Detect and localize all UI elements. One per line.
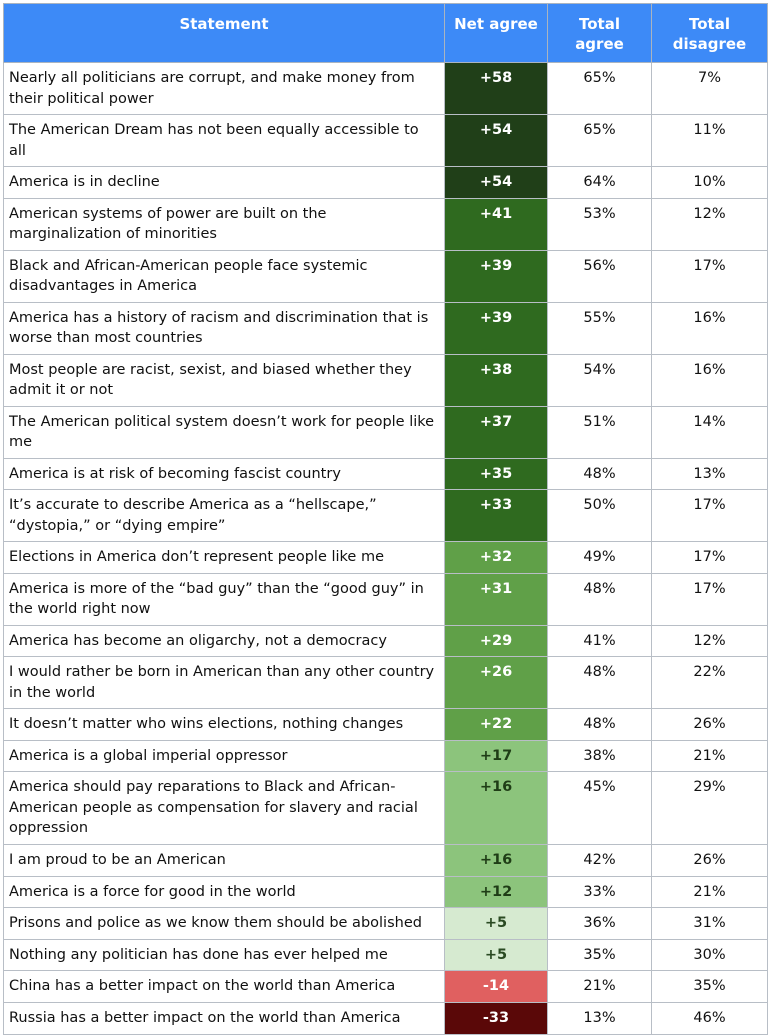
table-row <box>4 971 768 1003</box>
net-agree-cell: -14 <box>445 971 548 1003</box>
total-agree-cell: 56% <box>548 250 652 302</box>
total-disagree-cell: 17% <box>652 490 768 542</box>
statement-cell: It doesn’t matter who wins elections, nothing changes <box>4 709 445 741</box>
total-disagree-cell: 26% <box>652 845 768 877</box>
header-total-disagree: Total disagree <box>652 4 768 63</box>
net-agree-cell: +41 <box>445 198 548 250</box>
total-disagree-cell: 26% <box>652 709 768 741</box>
net-agree-cell: +5 <box>445 908 548 940</box>
net-agree-cell: +17 <box>445 740 548 772</box>
statement-cell: Black and African-American people face systemic disadvantages in America <box>4 250 445 302</box>
table-row <box>4 876 768 908</box>
net-agree-cell: +16 <box>445 845 548 877</box>
total-agree-cell: 45% <box>548 772 652 845</box>
net-agree-cell: +32 <box>445 542 548 574</box>
net-agree-cell: +37 <box>445 406 548 458</box>
total-agree-cell: 38% <box>548 740 652 772</box>
statement-cell: American systems of power are built on the marginalization of minorities <box>4 198 445 250</box>
total-disagree-cell: 31% <box>652 908 768 940</box>
header-net-agree: Net agree <box>445 4 548 63</box>
statement-cell: It’s accurate to describe America as a “hellscape,” “dystopia,” or “dying empire” <box>4 490 445 542</box>
statement-cell: America is a force for good in the world <box>4 876 445 908</box>
total-agree-cell: 55% <box>548 302 652 354</box>
table-row <box>4 542 768 574</box>
table-row <box>4 1002 768 1034</box>
total-disagree-cell: 14% <box>652 406 768 458</box>
table-row <box>4 772 768 845</box>
statement-cell: I am proud to be an American <box>4 845 445 877</box>
statement-cell: Most people are racist, sexist, and biased whether they admit it or not <box>4 354 445 406</box>
statement-cell: America is more of the “bad guy” than the “good guy” in the world right now <box>4 573 445 625</box>
table-row <box>4 406 768 458</box>
net-agree-cell: +33 <box>445 490 548 542</box>
statement-cell: The American Dream has not been equally accessible to all <box>4 115 445 167</box>
total-agree-cell: 21% <box>548 971 652 1003</box>
net-agree-cell: +35 <box>445 458 548 490</box>
table-row <box>4 198 768 250</box>
total-disagree-cell: 10% <box>652 167 768 199</box>
net-agree-cell: +22 <box>445 709 548 741</box>
total-disagree-cell: 17% <box>652 250 768 302</box>
total-agree-cell: 48% <box>548 709 652 741</box>
statement-cell: Nothing any politician has done has ever helped me <box>4 939 445 971</box>
table-row <box>4 167 768 199</box>
total-agree-cell: 35% <box>548 939 652 971</box>
total-disagree-cell: 11% <box>652 115 768 167</box>
net-agree-cell: +12 <box>445 876 548 908</box>
total-agree-cell: 54% <box>548 354 652 406</box>
net-agree-cell: +39 <box>445 250 548 302</box>
total-agree-cell: 33% <box>548 876 652 908</box>
statement-cell: I would rather be born in American than any other country in the world <box>4 657 445 709</box>
net-agree-cell: +26 <box>445 657 548 709</box>
total-disagree-cell: 17% <box>652 542 768 574</box>
header-row <box>4 4 768 63</box>
table-row <box>4 845 768 877</box>
net-agree-cell: +54 <box>445 167 548 199</box>
total-disagree-cell: 22% <box>652 657 768 709</box>
table-row <box>4 302 768 354</box>
table-row <box>4 458 768 490</box>
total-disagree-cell: 7% <box>652 63 768 115</box>
total-disagree-cell: 17% <box>652 573 768 625</box>
total-disagree-cell: 21% <box>652 876 768 908</box>
header-statement: Statement <box>4 4 445 63</box>
total-agree-cell: 64% <box>548 167 652 199</box>
table-row <box>4 709 768 741</box>
table-row <box>4 625 768 657</box>
net-agree-cell: +31 <box>445 573 548 625</box>
total-agree-cell: 50% <box>548 490 652 542</box>
table-row <box>4 740 768 772</box>
total-agree-cell: 49% <box>548 542 652 574</box>
net-agree-cell: +29 <box>445 625 548 657</box>
table-row <box>4 354 768 406</box>
statement-cell: America is a global imperial oppressor <box>4 740 445 772</box>
total-disagree-cell: 16% <box>652 354 768 406</box>
total-disagree-cell: 21% <box>652 740 768 772</box>
statement-cell: China has a better impact on the world than America <box>4 971 445 1003</box>
total-agree-cell: 65% <box>548 115 652 167</box>
total-agree-cell: 65% <box>548 63 652 115</box>
table-row <box>4 908 768 940</box>
net-agree-cell: +58 <box>445 63 548 115</box>
survey-table <box>3 3 768 1035</box>
statement-cell: Elections in America don’t represent people like me <box>4 542 445 574</box>
net-agree-cell: +16 <box>445 772 548 845</box>
total-agree-cell: 36% <box>548 908 652 940</box>
total-disagree-cell: 12% <box>652 625 768 657</box>
total-agree-cell: 41% <box>548 625 652 657</box>
total-agree-cell: 53% <box>548 198 652 250</box>
table-row <box>4 490 768 542</box>
statement-cell: America is at risk of becoming fascist country <box>4 458 445 490</box>
total-disagree-cell: 16% <box>652 302 768 354</box>
net-agree-cell: +54 <box>445 115 548 167</box>
statement-cell: America has become an oligarchy, not a democracy <box>4 625 445 657</box>
table-row <box>4 657 768 709</box>
statement-cell: The American political system doesn’t work for people like me <box>4 406 445 458</box>
table-row <box>4 63 768 115</box>
statement-cell: America has a history of racism and discrimination that is worse than most countries <box>4 302 445 354</box>
total-disagree-cell: 12% <box>652 198 768 250</box>
total-disagree-cell: 30% <box>652 939 768 971</box>
statement-cell: Nearly all politicians are corrupt, and make money from their political power <box>4 63 445 115</box>
total-disagree-cell: 35% <box>652 971 768 1003</box>
total-agree-cell: 13% <box>548 1002 652 1034</box>
table-body <box>4 63 768 1035</box>
total-agree-cell: 51% <box>548 406 652 458</box>
net-agree-cell: +38 <box>445 354 548 406</box>
table-row <box>4 939 768 971</box>
statement-cell: America is in decline <box>4 167 445 199</box>
total-disagree-cell: 13% <box>652 458 768 490</box>
total-agree-cell: 48% <box>548 458 652 490</box>
net-agree-cell: -33 <box>445 1002 548 1034</box>
table-row <box>4 250 768 302</box>
total-agree-cell: 42% <box>548 845 652 877</box>
statement-cell: Russia has a better impact on the world than America <box>4 1002 445 1034</box>
statement-cell: Prisons and police as we know them should be abolished <box>4 908 445 940</box>
net-agree-cell: +5 <box>445 939 548 971</box>
total-disagree-cell: 29% <box>652 772 768 845</box>
net-agree-cell: +39 <box>445 302 548 354</box>
table-row <box>4 573 768 625</box>
table-row <box>4 115 768 167</box>
header-total-agree: Total agree <box>548 4 652 63</box>
statement-cell: America should pay reparations to Black and African-American people as compensation for slavery and racial oppression <box>4 772 445 845</box>
total-agree-cell: 48% <box>548 657 652 709</box>
total-agree-cell: 48% <box>548 573 652 625</box>
total-disagree-cell: 46% <box>652 1002 768 1034</box>
